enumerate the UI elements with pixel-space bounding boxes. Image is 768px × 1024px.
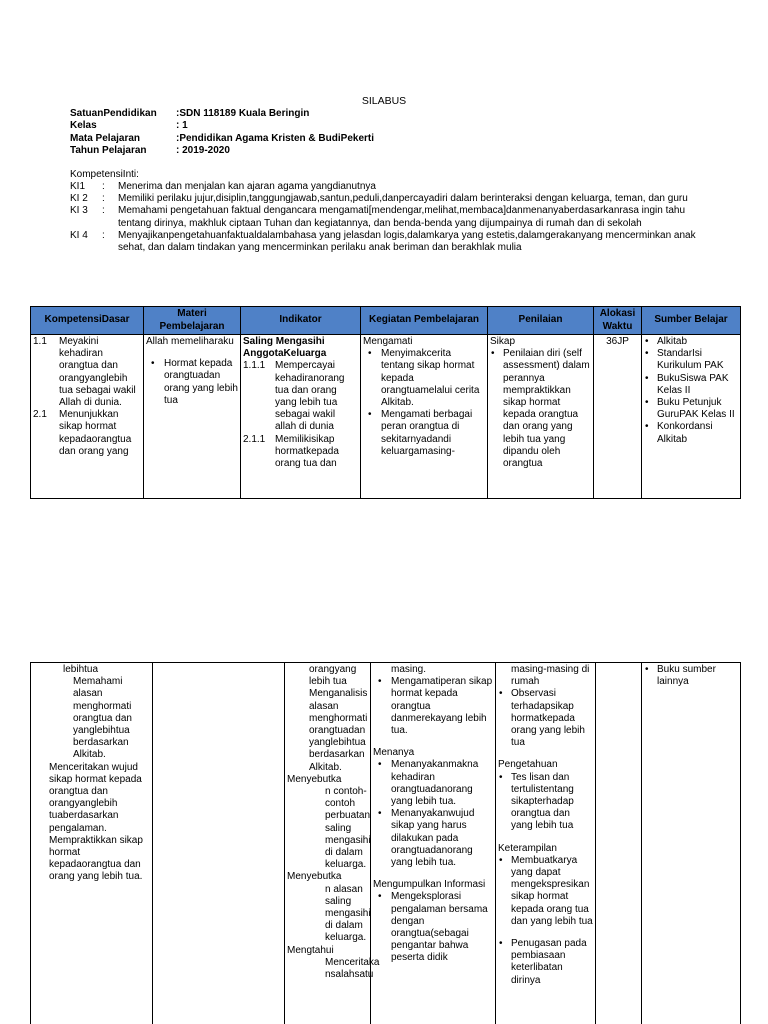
cell-sumber (642, 663, 741, 1024)
table-row (31, 335, 741, 499)
info-row: Tahun Pelajaran : 2019-2020 (70, 144, 230, 156)
cell-kegiatan: masing. • Mengamatiperan sikap hormat kepada orangtua danmerekayang lebih tua. Menanya • Menanyakanmakna kehadiran orangtuadanorang yang lebih tua. • Menanyakanwujud sikap yang harus dilakukan pada orangtuadanorang yang lebih tua. Mengumpulkan Informasi • Mengeksplorasi pengalaman bersama dengan orangtua(sebagai pengantar bahwa peserta didik (371, 663, 496, 1024)
cell-indikator: orangyang lebih tua Menganalisis alasan menghormati orangtuadan yanglebihtua berdasarkan Alkitab. Menyebutka n contoh-contoh perbuatan saling mengasihi di dalam keluarga. Menyebutka n alasan saling mengasihi di dalam keluarga. Mengtahui Menceritaka nsalahsatu (285, 663, 371, 1024)
header-penilaian: Penilaian (488, 307, 594, 335)
header-materi: Materi Pembelajaran (144, 307, 241, 335)
header-kegiatan: Kegiatan Pembelajaran (361, 307, 488, 335)
list-item: • Mengeksplorasi pengalaman bersama dengan orangtua(sebagai pengantar bahwa peserta didik (373, 891, 493, 964)
cell-alokasi: 36JP (594, 335, 642, 499)
list-item: • Mengamati berbagai peran orangtua di sekitarnyadandi keluargamasing- (363, 409, 485, 458)
header-alokasi: Alokasi Waktu (594, 307, 642, 335)
ki-item: KI 3 : Memahami pengetahuan faktual dengancara mengamati[mendengar,melihat,membaca]danmenanyaberdasarkanrasa ingin tahu tentang dirinya, makhluk ciptaan Tuhan dan kegiatannya, dan benda-benda yang dijumpainya di rumah dan di sekolah (70, 205, 686, 229)
indikator-item: 1.1.1 Mempercayai kehadiranorang tua dan orang yang lebih tua sebagai wakil allah di dunia (243, 360, 345, 433)
cell-materi (153, 663, 285, 1024)
list-item: • Penugasan pada pembiasaan keterlibatan dirinya (498, 938, 593, 987)
info-row: SatuanPendidikan :SDN 118189 Kuala Beringin (70, 108, 310, 119)
list-item: • BukuSiswa PAK Kelas II (644, 373, 738, 397)
cell-alokasi (596, 663, 642, 1024)
cell-sumber (642, 335, 741, 499)
indikator-item: 2.1.1 Memilikisikap hormatkepada orang tua dan (243, 433, 339, 470)
table-row (31, 663, 741, 1024)
cell-kegiatan: Mengamati • Menyimakcerita tentang sikap hormat kepada orangtuamelalui cerita Alkitab. • Mengamati berbagai peran orangtua di sekitarnyadandi keluargamasing- (361, 335, 488, 499)
list-item: • Mengamatiperan sikap hormat kepada orangtua danmerekayang lebih tua. (373, 676, 493, 737)
cell-kompetensi-dasar (31, 335, 144, 499)
kd-item: 2.1 Menunjukkan sikap hormat kepadaorangtua dan orang yang (33, 409, 132, 457)
list-item: • Menyimakcerita tentang sikap hormat kepada orangtuamelalui cerita Alkitab. (363, 348, 485, 409)
header-sumber: Sumber Belajar (642, 307, 741, 335)
list-item: • Menanyakanmakna kehadiran orangtuadanorang yang lebih tua. (373, 759, 493, 808)
syllabus-table-continued (30, 662, 741, 1024)
page-title: SILABUS (361, 95, 407, 107)
kd-item: 1.1 Meyakini kehadiran orangtua dan orangyanglebih tua sebagai wakil Allah di dunia. (33, 336, 136, 409)
list-item: • Buku Petunjuk GuruPAK Kelas II (644, 397, 738, 421)
list-item: • Penilaian diri (self assessment) dalam perannya mempraktikkan sikap hormat kepada orangtua dan orang yang lebih tua yang dipandu oleh orangtua (490, 348, 591, 470)
cell-indikator: Saling Mengasihi AnggotaKeluarga 1.1.1 Mempercayai kehadiranorang tua dan orang yang lebih tua sebagai wakil allah di dunia 2.1.1 Memilikisikap hormatkepada orang tua dan (241, 335, 361, 499)
list-item: • Konkordansi Alkitab (644, 421, 738, 445)
header-kompetensi-dasar: KompetensiDasar (31, 307, 144, 335)
list-item: • Menanyakanwujud sikap yang harus dilakukan pada orangtuadanorang yang lebih tua. (373, 808, 493, 869)
school-info (70, 108, 374, 157)
list-item: • Membuatkarya yang dapat mengekspresikan sikap hormat kepada orang tua dan yang lebih tua (498, 855, 593, 928)
list-item: • StandarIsi Kurikulum PAK (644, 348, 738, 372)
ki-item: KI1 : Menerima dan menjalan kan ajaran agama yangdianutnya (70, 181, 376, 192)
list-item: • Alkitab (644, 336, 738, 348)
ki-list (70, 181, 700, 254)
list-item: • Observasi terhadapsikap hormatkepada orang yang lebih tua (498, 688, 593, 749)
cell-penilaian: masing-masing di rumah • Observasi terhadapsikap hormatkepada orang yang lebih tua Pengetahuan • Tes lisan dan tertulistentang sikapterhadap orangtua dan yang lebih tua Keterampilan • Membuatkarya yang dapat mengekspresikan sikap hormat kepada orang tua dan yang lebih tua • Penugasan pada pembiasaan keterlibatan dirinya (496, 663, 596, 1024)
list-item: • Tes lisan dan tertulistentang sikapterhadap orangtua dan yang lebih tua (498, 772, 593, 833)
cell-penilaian: Sikap • Penilaian diri (self assessment) dalam perannya mempraktikkan sikap hormat kepada orangtua dan orang yang lebih tua yang dipandu oleh orangtua (488, 335, 594, 499)
syllabus-table (30, 306, 741, 499)
list-item: • Hormat kepada orangtuadan orang yang lebih tua (146, 358, 238, 407)
cell-materi: Allah memeliharaku • Hormat kepada orangtuadan orang yang lebih tua (144, 335, 241, 499)
ki-item: KI 4 : Menyajikanpengetahuanfaktualdalambahasa yang jelasdan logis,dalamkarya yang estetis,dalamgerakanyang mencerminkan anak sehat, dan dalam tindakan yang mencerminkan perilaku anak beriman dan berakhlak mulia (70, 229, 696, 254)
cell-kompetensi-dasar: lebihtua Memahami alasan menghormati orangtua dan yanglebihtua berdasarkan Alkitab. Menceritakan wujud sikap hormat kepada orangtua dan orangyanglebih tuaberdasarkan pengalaman. Mempraktikkan sikap hormat kepadaorangtua dan orang yang lebih tua. (31, 663, 153, 1024)
list-item: • Buku sumber lainnya (644, 664, 738, 688)
info-row: Kelas : 1 (70, 120, 188, 132)
ki-item: KI 2 : Memiliki perilaku jujur,disiplin,tanggungjawab,santun,peduli,danpercayadiri dalam berinteraksi dengan keluarga, teman, dan guru (70, 193, 688, 205)
header-indikator: Indikator (241, 307, 361, 335)
table-header-row (31, 307, 741, 335)
ki-heading: KompetensiInti: (70, 169, 139, 180)
info-row: Mata Pelajaran :Pendidikan Agama Kristen & BudiPekerti (70, 132, 375, 144)
